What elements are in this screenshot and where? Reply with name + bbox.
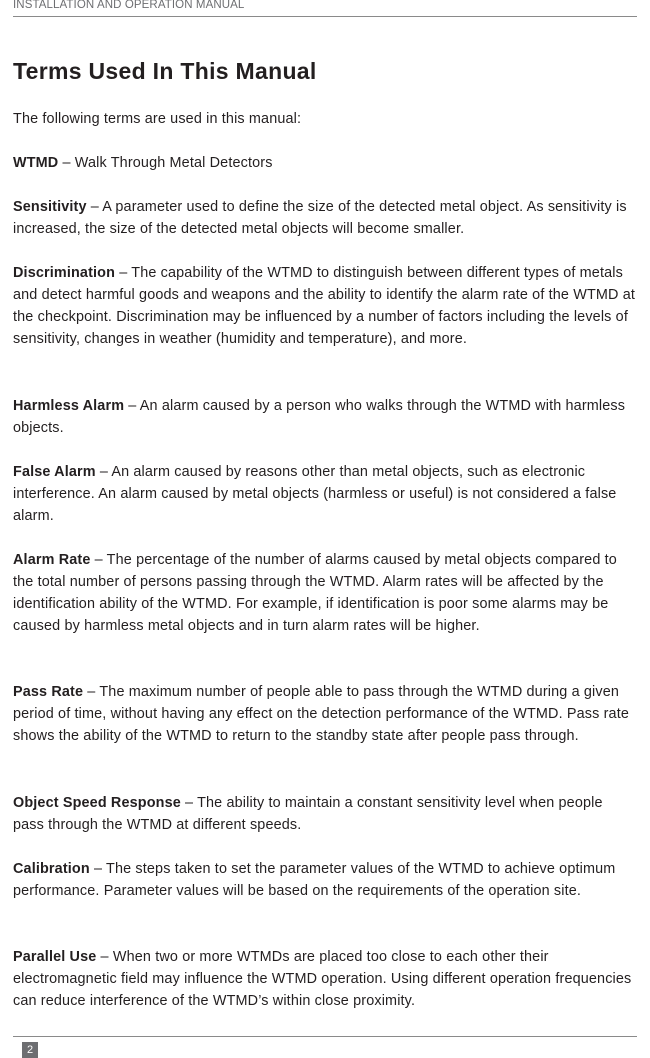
term-discrimination [13, 262, 637, 350]
header-divider [13, 16, 637, 17]
term-false-alarm [13, 461, 637, 527]
term-alarm-rate [13, 549, 637, 637]
term-name: WTMD [13, 155, 59, 171]
term-name: Harmless Alarm [13, 398, 125, 414]
term-definition: – The percentage of the number of alarms caused by metal objects compared to the total number of persons passing through the WTMD. Alarm rates will be affected by the identification ability of the WTMD. For example, if identification is poor some alarms may be caused by harmless metal objects and in turn alarm rates will be higher. [13, 552, 617, 634]
term-pass-rate [13, 681, 637, 747]
term-definition: – The maximum number of people able to pass through the WTMD during a given period of time, without having any effect on the detection performance of the WTMD. Pass rate shows the ability of the WTMD to return to the standby state after people pass through. [13, 684, 630, 744]
term-name: Parallel Use [13, 949, 97, 965]
term-definition: – When two or more WTMDs are placed too close to each other their electromagnetic field may influence the WTMD operation. Using different operation frequencies can reduce interference of the WTMD’s within close proximity. [13, 949, 632, 1009]
term-name: Alarm Rate [13, 552, 91, 568]
term-harmless-alarm [13, 395, 637, 439]
footer-divider [13, 1036, 637, 1037]
page-title: Terms Used In This Manual [13, 58, 317, 84]
term-definition: – The capability of the WTMD to distinguish between different types of metals and detect harmful goods and weapons and the ability to identify the alarm rate of the WTMD at the checkpoint. Discrimination may be influenced by a number of factors including the levels of sensitivity, changes in weather (humidity and temperature), and more. [13, 265, 636, 347]
term-name: Calibration [13, 861, 90, 877]
term-object-speed-response [13, 792, 637, 836]
term-name: Pass Rate [13, 684, 84, 700]
term-definition: – A parameter used to define the size of the detected metal object. As sensitivity is increased, the size of the detected metal objects will become smaller. [13, 199, 627, 237]
term-definition: – An alarm caused by reasons other than metal objects, such as electronic interference. An alarm caused by metal objects (harmless or useful) is not considered a false alarm. [13, 464, 617, 524]
term-sensitivity [13, 196, 637, 240]
page-number: 2 [22, 1042, 38, 1058]
term-parallel-use [13, 946, 637, 1012]
term-definition: – An alarm caused by a person who walks through the WTMD with harmless objects. [13, 398, 626, 436]
term-definition: – The steps taken to set the parameter values of the WTMD to achieve optimum performance. Parameter values will be based on the requirements of the operation site. [13, 861, 616, 899]
term-wtmd [13, 152, 637, 174]
running-header: INSTALLATION AND OPERATION MANUAL [13, 0, 245, 11]
term-name: Discrimination [13, 265, 116, 281]
intro-paragraph: The following terms are used in this manual: [13, 111, 302, 127]
term-calibration [13, 858, 637, 902]
term-name: Object Speed Response [13, 795, 181, 811]
term-definition: – Walk Through Metal Detectors [58, 155, 273, 171]
term-definition: – The ability to maintain a constant sensitivity level when people pass through the WTMD at different speeds. [13, 795, 603, 833]
term-name: False Alarm [13, 464, 96, 480]
term-name: Sensitivity [13, 199, 87, 215]
